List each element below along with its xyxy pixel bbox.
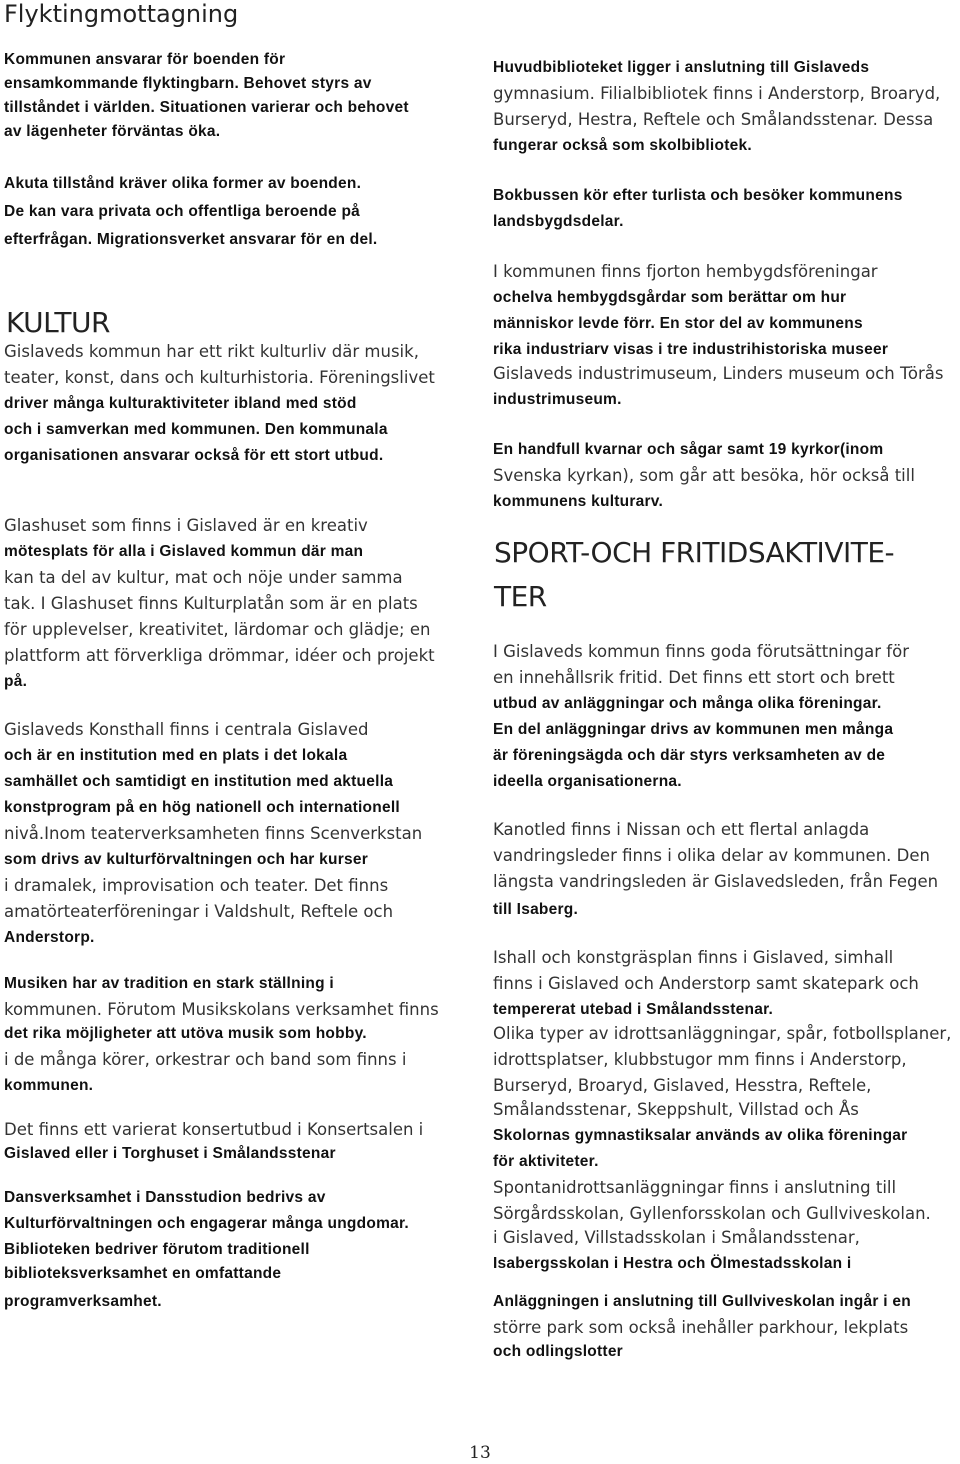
- page-number: 13: [469, 1443, 491, 1463]
- right-column-text-line: industrimuseum.: [493, 391, 622, 408]
- left-column-text-line: Dansverksamhet i Dansstudion bedrivs av: [4, 1189, 326, 1206]
- right-column-text-line: en innehållsrik fritid. Det finns ett stort och brett: [493, 668, 895, 687]
- left-column-text-line: driver många kulturaktiviteter ibland med stöd: [4, 395, 357, 412]
- right-column-text-line: Bokbussen kör efter turlista och besöker kommunens: [493, 187, 903, 204]
- right-column-text-line: I Gislaveds kommun finns goda förutsättningar för: [493, 642, 909, 661]
- right-column-text-line: Gislaveds industrimuseum, Linders museum och Törås: [493, 364, 944, 383]
- left-column-text-line: kommunen. Förutom Musikskolans verksamhet finns: [4, 1000, 439, 1019]
- right-column-text-line: Huvudbiblioteket ligger i anslutning till Gislaveds: [493, 59, 870, 76]
- left-column-text-line: Akuta tillstånd kräver olika former av boenden.: [4, 175, 362, 192]
- left-column-text-line: konstprogram på en hög nationell och internationell: [4, 799, 400, 816]
- right-column-text-line: längsta vandringsleden är Gislavedsleden, från Fegen: [493, 872, 939, 891]
- left-column-text-line: teater, konst, dans och kulturhistoria. Föreningslivet: [4, 368, 435, 387]
- left-column-text-line: amatörteaterföreningar i Valdshult, Reftele och: [4, 902, 394, 921]
- left-column-text-line: tak. I Glashuset finns Kulturplatån som är en plats: [4, 594, 418, 613]
- right-column-text-line: Smålandsstenar, Skeppshult, Villstad och Ås: [493, 1100, 859, 1119]
- left-column-text-line: mötesplats för alla i Gislaved kommun där man: [4, 543, 364, 560]
- right-column-text-line: Kanotled finns i Nissan och ett flertal anlagda: [493, 820, 870, 839]
- right-column-text-line: tempererat utebad i Smålandsstenar.: [493, 1001, 774, 1018]
- right-column-text-line: Sörgårdsskolan, Gyllenforsskolan och Gullviveskolan.: [493, 1204, 931, 1223]
- right-column-text-line: landsbygdsdelar.: [493, 213, 624, 230]
- left-column-text-line: Kommunen ansvarar för boenden för: [4, 51, 286, 68]
- right-column-text-line: I kommunen finns fjorton hembygdsföreningar: [493, 262, 878, 281]
- sport-heading-line-2: TER: [494, 580, 547, 613]
- page-title: Flyktingmottagning: [4, 0, 239, 28]
- left-column-text-line: plattform att förverkliga drömmar, idéer och projekt: [4, 646, 435, 665]
- left-column-text-line: för upplevelser, kreativitet, lärdomar och glädje; en: [4, 620, 431, 639]
- left-column-text-line: ensamkommande flyktingbarn. Behovet styrs av: [4, 75, 372, 92]
- left-column-text-line: i de många körer, orkestrar och band som finns i: [4, 1050, 407, 1069]
- right-column-text-line: ideella organisationerna.: [493, 773, 682, 790]
- right-column-text-line: En handfull kvarnar och sågar samt 19 kyrkor(inom: [493, 441, 884, 458]
- right-column-text-line: större park som också inehåller parkhour, lekplats: [493, 1318, 909, 1337]
- left-column-text-line: De kan vara privata och offentliga beroende på: [4, 203, 361, 220]
- left-column-text-line: efterfrågan. Migrationsverket ansvarar för en del.: [4, 231, 378, 248]
- left-column-text-line: och i samverkan med kommunen. Den kommunala: [4, 421, 388, 438]
- left-column-text-line: nivå.Inom teaterverksamheten finns Scenverkstan: [4, 824, 423, 843]
- left-column-text-line: Biblioteken bedriver förutom traditionell: [4, 1241, 310, 1258]
- right-column-text-line: är föreningsägda och där styrs verksamheten av de: [493, 747, 886, 764]
- right-column-text-line: utbud av anläggningar och många olika föreningar.: [493, 695, 882, 712]
- right-column-text-line: vandringsleder finns i olika delar av kommunen. Den: [493, 846, 930, 865]
- left-column-text-line: Kulturförvaltningen och engagerar många ungdomar.: [4, 1215, 409, 1232]
- right-column-text-line: idrottsplatser, klubbstugor mm finns i Anderstorp,: [493, 1050, 907, 1069]
- left-column-text-line: biblioteksverksamhet en omfattande: [4, 1265, 282, 1282]
- left-column-text-line: kan ta del av kultur, mat och nöje under samma: [4, 568, 403, 587]
- right-column-text-line: Olika typer av idrottsanläggningar, spår, fotbollsplaner,: [493, 1024, 952, 1043]
- right-column-text-line: Svenska kyrkan), som går att besöka, hör också till: [493, 466, 915, 485]
- left-column-text-line: Gislaveds Konsthall finns i centrala Gislaved: [4, 720, 369, 739]
- left-column-text-line: tillståndet i världen. Situationen varierar och behovet: [4, 99, 409, 116]
- right-column-text-line: Isabergsskolan i Hestra och Ölmestadsskolan i: [493, 1255, 852, 1272]
- right-column-text-line: till Isaberg.: [493, 901, 579, 918]
- left-column-text-line: Gislaved eller i Torghuset i Smålandsstenar: [4, 1145, 336, 1162]
- right-column-text-line: finns i Gislaved och Anderstorp samt skatepark och: [493, 974, 919, 993]
- left-column-text-line: Det finns ett varierat konsertutbud i Konsertsalen i: [4, 1120, 424, 1139]
- kultur-heading: KULTUR: [6, 306, 110, 339]
- right-column-text-line: människor levde förr. En stor del av kommunens: [493, 315, 863, 332]
- right-column-text-line: Ishall och konstgräsplan finns i Gislaved, simhall: [493, 948, 894, 967]
- right-column-text-line: gymnasium. Filialbibliotek finns i Anderstorp, Broaryd,: [493, 84, 941, 103]
- left-column-text-line: av lägenheter förväntas öka.: [4, 123, 221, 140]
- right-column-text-line: i Gislaved, Villstadsskolan i Smålandsstenar,: [493, 1228, 860, 1247]
- right-column-text-line: kommunens kulturarv.: [493, 493, 664, 510]
- left-column-text-line: kommunen.: [4, 1077, 94, 1094]
- left-column-text-line: på.: [4, 673, 28, 690]
- right-column-text-line: Skolornas gymnastiksalar används av olika föreningar: [493, 1127, 908, 1144]
- left-column-text-line: organisationen ansvarar också för ett stort utbud.: [4, 447, 384, 464]
- right-column-text-line: En del anläggningar drivs av kommunen men många: [493, 721, 894, 738]
- left-column-text-line: Musiken har av tradition en stark ställning i: [4, 975, 334, 992]
- right-column-text-line: ochelva hembygdsgårdar som berättar om hur: [493, 289, 847, 306]
- left-column-text-line: Anderstorp.: [4, 929, 95, 946]
- left-column-text-line: och är en institution med en plats i det lokala: [4, 747, 348, 764]
- sport-heading-line-1: SPORT-OCH FRITIDSAKTIVITE-: [494, 536, 895, 569]
- right-column-text-line: Burseryd, Broaryd, Gislaved, Hesstra, Reftele,: [493, 1076, 872, 1095]
- right-column-text-line: Anläggningen i anslutning till Gullviveskolan ingår i en: [493, 1293, 911, 1310]
- left-column-text-line: som drivs av kulturförvaltningen och har kurser: [4, 851, 369, 868]
- right-column-text-line: rika industriarv visas i tre industrihistoriska museer: [493, 341, 889, 358]
- left-column-text-line: det rika möjligheter att utöva musik som hobby.: [4, 1025, 367, 1042]
- left-column-text-line: Glashuset som finns i Gislaved är en kreativ: [4, 516, 368, 535]
- right-column-text-line: Burseryd, Hestra, Reftele och Smålandsstenar. Dessa: [493, 110, 934, 129]
- left-column-text-line: programverksamhet.: [4, 1293, 162, 1310]
- left-column-text-line: samhället och samtidigt en institution med aktuella: [4, 773, 394, 790]
- right-column-text-line: och odlingslotter: [493, 1343, 623, 1360]
- right-column-text-line: fungerar också som skolbibliotek.: [493, 137, 752, 154]
- right-column-text-line: Spontanidrottsanläggningar finns i anslutning till: [493, 1178, 897, 1197]
- left-column-text-line: i dramalek, improvisation och teater. Det finns: [4, 876, 389, 895]
- left-column-text-line: Gislaveds kommun har ett rikt kulturliv där musik,: [4, 342, 419, 361]
- right-column-text-line: för aktiviteter.: [493, 1153, 599, 1170]
